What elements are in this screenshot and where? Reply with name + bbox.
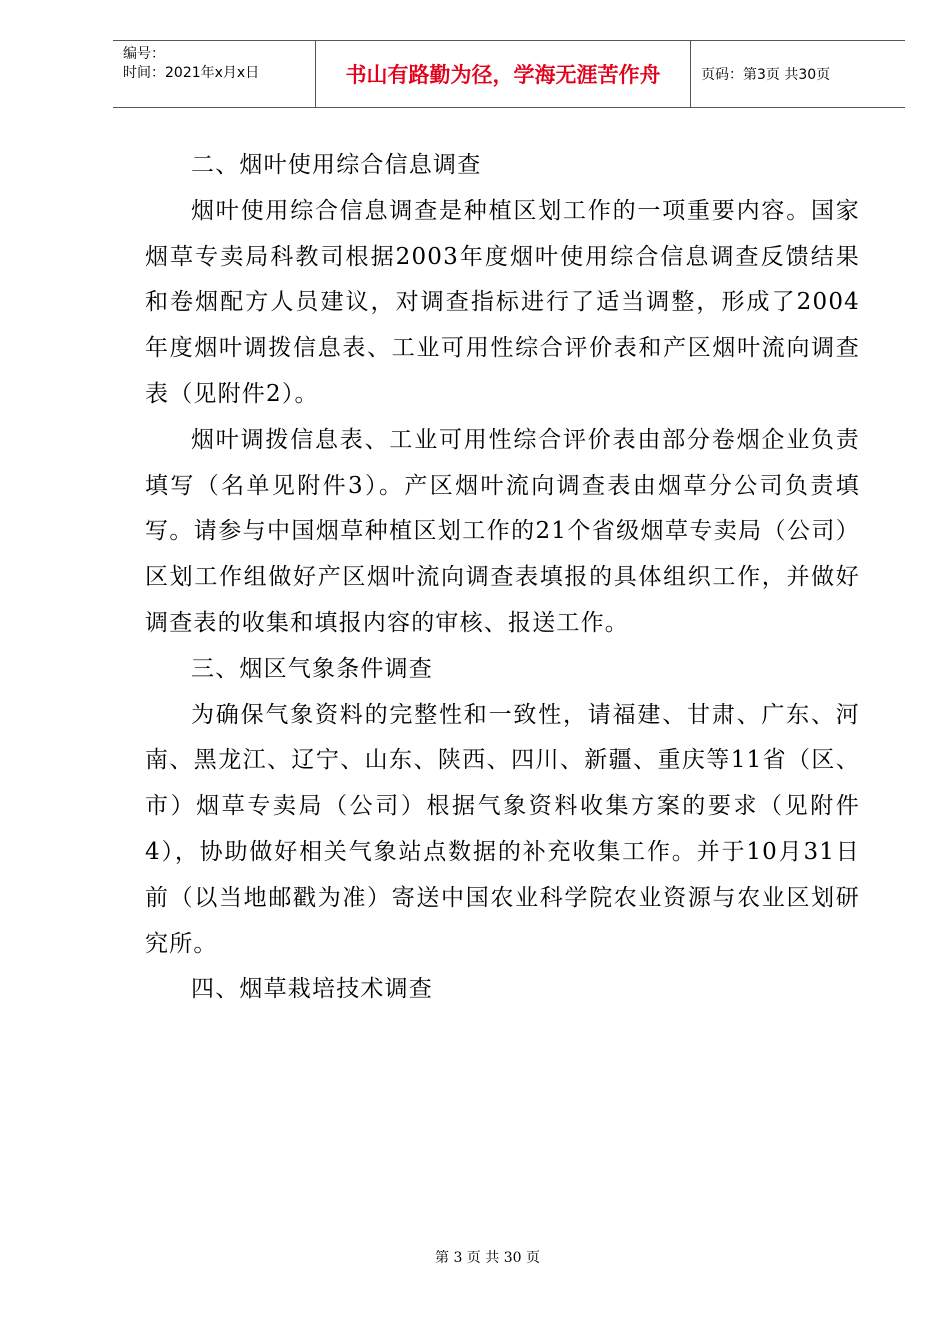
header-meta	[113, 41, 316, 107]
document-body	[145, 143, 860, 1013]
section-heading: 四、烟草栽培技术调查	[191, 976, 433, 1003]
header-page-info: 页码：第3页 共30页	[701, 67, 831, 83]
page-header	[113, 40, 905, 108]
paragraph: 烟叶调拨信息表、工业可用性综合评价表由部分卷烟企业负责填写（名单见附件3）。产区烟叶流向调查表由烟草分公司负责填写。请参与中国烟草种植区划工作的21个省级烟草专卖局（公司）区划工作组做好产区烟叶流向调查表填报的具体组织工作，并做好调查表的收集和填报内容的审核、报送工作。	[145, 426, 860, 636]
page-footer: 第 3 页 共 30 页	[435, 1250, 540, 1266]
section-heading: 三、烟区气象条件调查	[191, 655, 433, 682]
paragraph: 为确保气象资料的完整性和一致性，请福建、甘肃、广东、河南、黑龙江、辽宁、山东、陕西、四川、新疆、重庆等11省（区、市）烟草专卖局（公司）根据气象资料收集方案的要求（见附件4），协助做好相关气象站点数据的补充收集工作。并于10月31日前（以当地邮戳为准）寄送中国农业科学院农业资源与农业区划研究所。	[145, 701, 860, 957]
section-heading: 二、烟叶使用综合信息调查	[191, 152, 482, 178]
document-time: 时间：2021年x月x日	[123, 65, 260, 81]
header-motto: 书山有路勤为径，学海无涯苦作舟	[316, 41, 691, 107]
paragraph: 烟叶使用综合信息调查是种植区划工作的一项重要内容。国家烟草专卖局科教司根据2003年度烟叶使用综合信息调查反馈结果和卷烟配方人员建议，对调查指标进行了适当调整，形成了2004年度烟叶调拨信息表、工业可用性综合评价表和产区烟叶流向调查表（见附件2）。	[145, 197, 860, 407]
document-number-label: 编号：	[123, 46, 165, 62]
